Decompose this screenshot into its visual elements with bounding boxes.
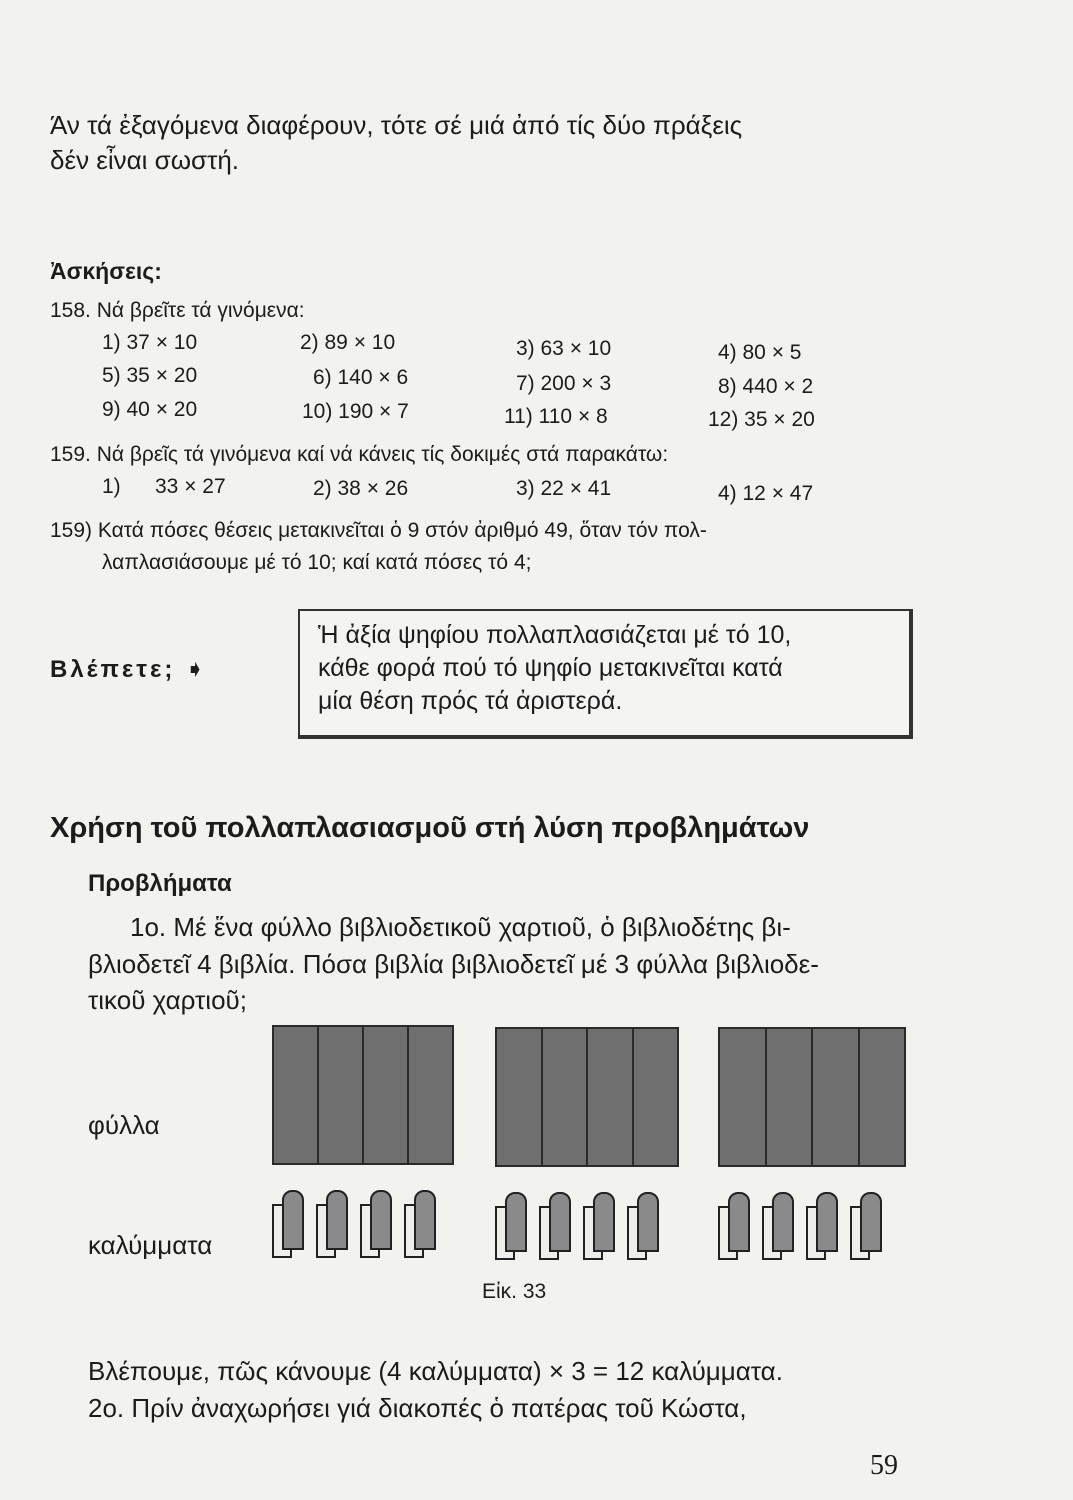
see-text: Βλέπετε; (50, 656, 176, 683)
ex158-item: 2) 89 × 10 (300, 331, 396, 354)
ex159b-line-2: λαπλασιάσουμε μέ τό 10; καί κατά πόσες τό 4; (102, 551, 532, 574)
ex158-item: 3) 63 × 10 (516, 337, 612, 360)
sheet-2 (495, 1027, 679, 1167)
ex159-title: 159. Νά βρεῖς τά γινόμενα καί νά κάνεις τίς δοκιμές στά παρακάτω: (50, 443, 669, 466)
see-label (50, 655, 208, 684)
ex159-item: 33 × 27 (155, 475, 226, 498)
intro-line-2: δέν εἶναι σωστή. (50, 145, 240, 175)
ex159-item: 4) 12 × 47 (718, 482, 814, 505)
book-cover-icon (316, 1190, 346, 1258)
book-cover-icon (539, 1192, 569, 1260)
figure-caption: Εἰκ. 33 (482, 1280, 547, 1303)
book-cover-icon (583, 1192, 613, 1260)
sheet-1 (272, 1025, 454, 1165)
problems-heading: Προβλήματα (88, 870, 232, 897)
ex158-item: 7) 200 × 3 (516, 372, 612, 395)
ex158-item: 1) 37 × 10 (102, 331, 198, 354)
book-cover-icon (762, 1192, 792, 1260)
page-number: 59 (870, 1450, 898, 1481)
ex158-item: 8) 440 × 2 (718, 375, 814, 398)
ex158-item: 12) 35 × 20 (708, 408, 815, 431)
ex159-item: 1) (102, 475, 121, 498)
ex158-item: 6) 140 × 6 (313, 366, 409, 389)
ex158-item: 5) 35 × 20 (102, 364, 198, 387)
ex158-item: 4) 80 × 5 (718, 341, 802, 364)
problem1-line-3: τικοῦ χαρτιοῦ; (88, 985, 247, 1015)
book-cover-icon (272, 1190, 302, 1258)
ex158-item: 9) 40 × 20 (102, 398, 198, 421)
intro-line-1: Άν τά ἐξαγόμενα διαφέρουν, τότε σέ μιά ἀπό τίς δύο πράξεις (50, 110, 743, 140)
exercises-heading: Ἀσκήσεις: (50, 258, 162, 284)
callout-line-2: κάθε φορά πού τό ψηφίο μετακινεῖται κατά (318, 654, 783, 682)
sheet-3 (718, 1027, 906, 1167)
problem1-line-1: 1ο. Μέ ἕνα φύλλο βιβλιοδετικοῦ χαρτιοῦ, ὁ βιβλιοδέτης βι- (130, 912, 791, 942)
book-cover-icon (360, 1190, 390, 1258)
conclusion: Βλέπουμε, πῶς κάνουμε (4 καλύμματα) × 3 = 12 καλύμματα. (88, 1356, 783, 1386)
problem1-line-2: βλιοδετεῖ 4 βιβλία. Πόσα βιβλία βιβλιοδετεῖ μέ 3 φύλλα βιβλιοδε- (88, 949, 819, 979)
callout-line-3: μία θέση πρός τά ἀριστερά. (318, 687, 623, 715)
callout-line-1: Ἡ ἀξία ψηφίου πολλαπλασιάζεται μέ τό 10, (318, 621, 792, 649)
book-cover-icon (627, 1192, 657, 1260)
book-cover-icon (806, 1192, 836, 1260)
label-sheets: φύλλα (88, 1110, 160, 1140)
book-cover-icon (495, 1192, 525, 1260)
section-title: Χρήση τοῦ πολλαπλασιασμοῦ στή λύση προβλημάτων (50, 812, 810, 844)
book-cover-icon (404, 1190, 434, 1258)
problem2-start: 2ο. Πρίν ἀναχωρήσει γιά διακοπές ὁ πατέρας τοῦ Κώστα, (88, 1393, 747, 1423)
rule-callout (298, 609, 913, 739)
label-covers: καλύμματα (88, 1230, 213, 1260)
ex158-item: 11) 110 × 8 (504, 405, 608, 428)
arrow-right-icon: ➧ (185, 656, 209, 683)
book-cover-icon (718, 1192, 748, 1260)
ex158-title: 158. Νά βρεῖτε τά γινόμενα: (50, 299, 305, 322)
ex158-item: 10) 190 × 7 (302, 400, 409, 423)
ex159-item: 2) 38 × 26 (313, 477, 409, 500)
ex159b-line-1: 159) Κατά πόσες θέσεις μετακινεῖται ὁ 9 στόν ἀριθμό 49, ὅταν τόν πολ- (50, 519, 707, 542)
book-cover-icon (850, 1192, 880, 1260)
ex159-item: 3) 22 × 41 (516, 477, 612, 500)
